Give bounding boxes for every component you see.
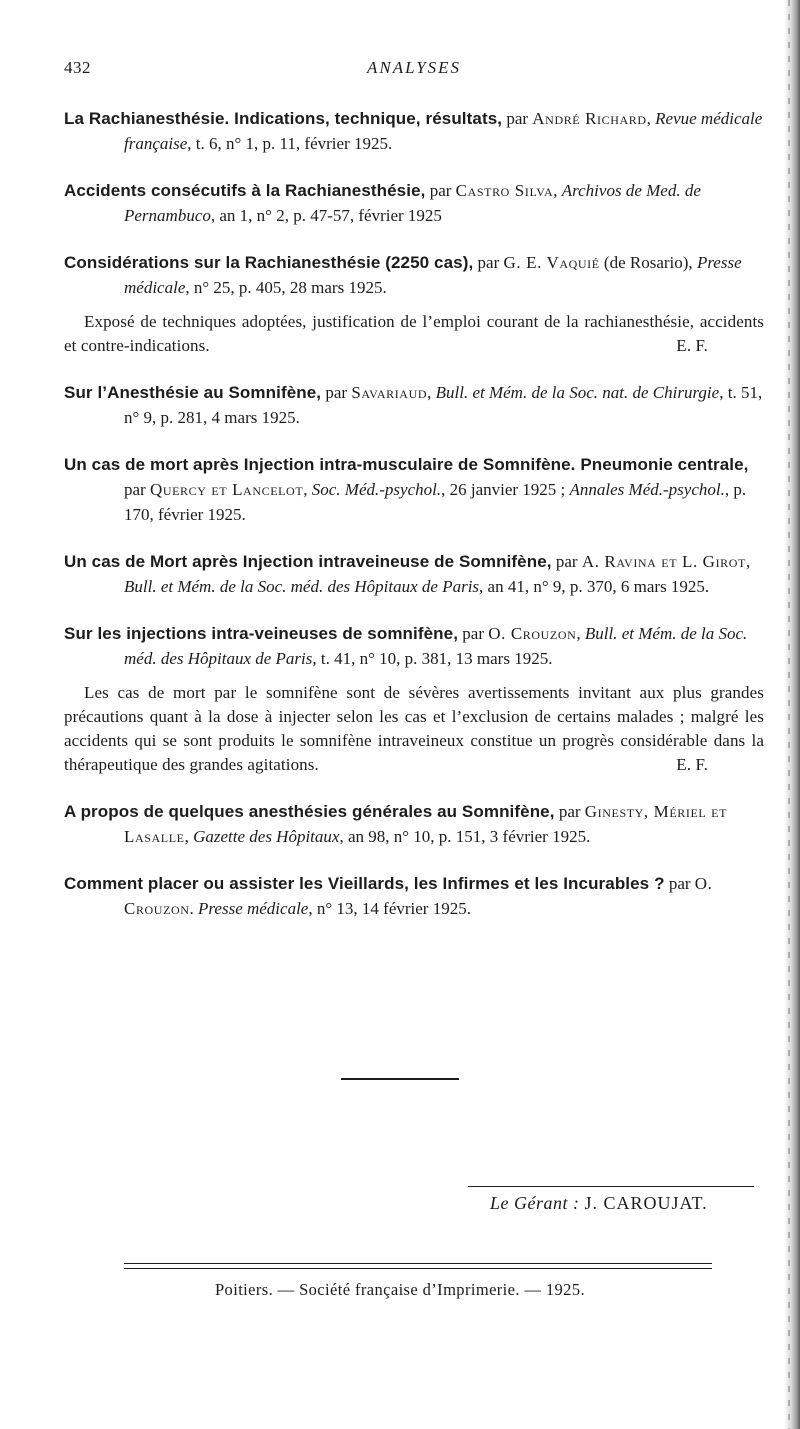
entry-title: Accidents consécutifs à la Rachianesthésie, xyxy=(64,180,426,200)
gerant-label: Le Gérant : xyxy=(490,1193,585,1213)
entry-journal: Archivos de Med. de Pernambuco xyxy=(124,180,701,225)
abstract-signature: E. F. xyxy=(676,754,708,774)
entry-by: par xyxy=(664,873,695,893)
entry-separator: (de Rosario), xyxy=(599,252,697,272)
abstract-vaquie xyxy=(64,310,764,358)
entry-author: Ginesty, Mériel et Lasalle xyxy=(124,801,728,846)
entry-author: O. Crouzon xyxy=(488,623,577,643)
entry-title: Sur les injections intra-veineuses de somnifène, xyxy=(64,623,459,643)
section-end-rule xyxy=(341,1078,459,1080)
entry-journal-secondary: Annales Méd.-psychol. xyxy=(569,479,725,499)
bibliographic-entry-richard xyxy=(64,106,764,156)
running-head: ANALYSES xyxy=(366,58,462,77)
entry-by: par xyxy=(321,382,352,402)
entry-journal: Gazette des Hôpitaux xyxy=(193,826,340,846)
entry-journal: Bull. et Mém. de la Soc. nat. de Chirurgie xyxy=(435,382,720,402)
entry-separator: , xyxy=(646,108,656,128)
bibliographic-entry-quercy-lancelot xyxy=(64,452,764,527)
entry-by: par xyxy=(502,108,533,128)
entry-journal: Bull. et Mém. de la Soc. méd. des Hôpitaux de Paris xyxy=(124,623,748,668)
entry-details: , n° 25, p. 405, 28 mars 1925. xyxy=(185,277,387,297)
entry-author: A. Ravina et L. Girot xyxy=(581,551,746,571)
entry-details: , an 98, n° 10, p. 151, 3 février 1925. xyxy=(339,826,591,846)
abstract-text: Les cas de mort par le somnifène sont de sévères avertissements invitant aux plus grandes précautions quant à la dose à injecter selon les cas et l’exclusion de certains malades ; malgré les accidents qui se sont produits le somnifène intraveineux constitue un progrès considérable dans la thérapeutique des grandes agitations. xyxy=(64,682,764,774)
entry-journal: Presse médicale xyxy=(124,252,742,297)
entry-by: par xyxy=(473,252,504,272)
entry-journal: Revue médicale française xyxy=(124,108,763,153)
entry-details: , an 41, n° 9, p. 370, 6 mars 1925. xyxy=(479,576,710,596)
gerant-line xyxy=(490,1193,770,1214)
entry-details: , t. 6, n° 1, p. 11, février 1925. xyxy=(187,133,393,153)
entry-author: Savariaud xyxy=(351,382,428,402)
abstract-crouzon xyxy=(64,681,764,777)
bibliographic-entry-crouzon-vieillards xyxy=(64,871,764,921)
gerant-name: J. CAROUJAT. xyxy=(584,1193,708,1213)
entry-details: , 26 janvier 1925 ; xyxy=(441,479,570,499)
bibliographic-entry-crouzon-somnifene xyxy=(64,621,764,671)
entry-separator: , xyxy=(745,551,751,571)
entry-author: G. E. Vaquié xyxy=(503,252,600,272)
entry-details: , t. 51, n° 9, p. 281, 4 mars 1925. xyxy=(124,382,763,427)
entry-journal: Soc. Méd.-psychol. xyxy=(311,479,442,499)
imprint-rule-bottom xyxy=(124,1268,712,1269)
entry-separator: , xyxy=(184,826,194,846)
entry-title: La Rachianesthésie. Indications, technique, résultats, xyxy=(64,108,503,128)
page-header xyxy=(64,58,764,82)
entry-journal: Presse médicale xyxy=(198,898,309,918)
entry-journal: Bull. et Mém. de la Soc. méd. des Hôpitaux de Paris xyxy=(124,576,480,596)
entry-author: Castro Silva xyxy=(455,180,554,200)
entry-details: , an 1, n° 2, p. 47-57, février 1925 xyxy=(210,205,442,225)
entry-separator: , xyxy=(427,382,436,402)
entry-author: André Richard xyxy=(532,108,647,128)
entry-title: Un cas de Mort après Injection intraveineuse de Somnifène, xyxy=(64,551,552,571)
page-edge-shadow xyxy=(784,0,800,1429)
page-number: 432 xyxy=(64,58,91,77)
imprint-rule-top xyxy=(124,1263,712,1264)
entry-separator: , xyxy=(576,623,585,643)
entry-details: , n° 13, 14 février 1925. xyxy=(308,898,471,918)
bibliographic-entry-ravina-girot xyxy=(64,549,764,599)
abstract-text: Exposé de techniques adoptées, justification de l’emploi courant de la rachianesthésie, accidents et contre-indications. xyxy=(64,311,764,355)
entry-title: A propos de quelques anesthésies générales au Somnifène, xyxy=(64,801,555,821)
bibliographic-entry-vaquie xyxy=(64,250,764,300)
bibliographic-entry-savariaud xyxy=(64,380,764,430)
entry-title: Sur l’Anesthésie au Somnifène, xyxy=(64,382,322,402)
analyses-list xyxy=(64,88,764,943)
entry-separator: , xyxy=(303,479,312,499)
printer-imprint: Poitiers. — Société française d’Imprimerie. — 1925. xyxy=(214,1280,585,1299)
abstract-signature: E. F. xyxy=(676,335,708,355)
bibliographic-entry-ginesty xyxy=(64,799,764,849)
entry-by: par xyxy=(554,801,585,821)
bibliographic-entry-castro-silva xyxy=(64,178,764,228)
entry-title: Considérations sur la Rachianesthésie (2250 cas), xyxy=(64,252,474,272)
entry-details-secondary: , p. 170, février 1925. xyxy=(124,479,747,524)
entry-separator: , xyxy=(553,180,562,200)
entry-author: Quercy et Lancelot xyxy=(149,479,304,499)
entry-author: O. Crouzon xyxy=(124,873,713,918)
entry-title: Comment placer ou assister les Vieillards, les Infirmes et les Incurables ? xyxy=(64,873,665,893)
entry-separator: . xyxy=(189,898,199,918)
entry-by: par xyxy=(458,623,489,643)
entry-details: , t. 41, n° 10, p. 381, 13 mars 1925. xyxy=(312,648,553,668)
entry-by: par xyxy=(124,479,150,499)
gerant-rule xyxy=(468,1186,754,1187)
entry-by: par xyxy=(551,551,582,571)
entry-title: Un cas de mort après Injection intra-musculaire de Somnifène. Pneumonie centrale, xyxy=(64,454,749,474)
entry-by: par xyxy=(425,180,456,200)
